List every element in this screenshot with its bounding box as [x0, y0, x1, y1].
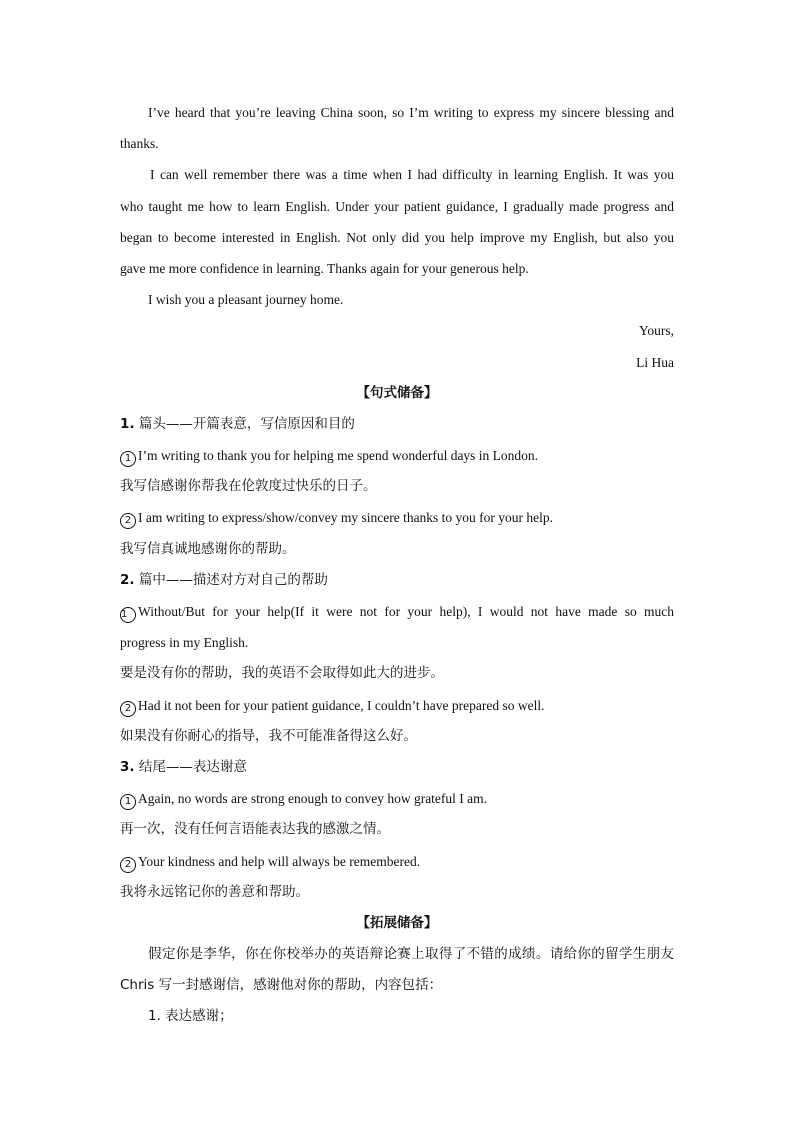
section-1-heading — [120, 409, 674, 440]
extension-prompt-line-1: 假定你是李华，你在你校举办的英语辩论赛上取得了不错的成绩。请给你的留学生朋友 — [148, 946, 674, 963]
extension-title: 【拓展储备】 — [356, 914, 438, 931]
letter-paragraph-1-line-1: I’ve heard that you’re leaving China soon, so I’m writing to express my sincere blessing and — [148, 105, 674, 120]
section-1-item-1-en — [120, 440, 674, 471]
circled-number-marker: 2 — [120, 513, 136, 529]
circled-number-marker: 2 — [120, 857, 136, 873]
circled-number-marker: 1 — [120, 794, 136, 810]
item-english-text: Had it not been for your patient guidance, I couldn’t have prepared so well. — [138, 697, 545, 713]
letter-paragraph-2-line-2: who taught me how to learn English. Under your patient guidance, I gradually made progress and — [120, 198, 674, 214]
circled-number-marker: 1 — [120, 607, 136, 623]
item-english-text: Without/But for your help(If it were not for your help), I would not have made so much — [138, 604, 674, 619]
sentence-bank-title: 【句式储备】 — [356, 384, 438, 401]
section-3-item-2-en — [120, 846, 674, 877]
section-1-item-2-en — [120, 502, 674, 533]
item-english-text: I’m writing to thank you for helping me spend wonderful days in London. — [138, 448, 539, 464]
letter-signature: Li Hua — [636, 354, 674, 370]
section-2-item-1-en-line-2: progress in my English. — [120, 635, 249, 651]
section-2-heading-text: 篇中——描述对方对自己的帮助 — [138, 571, 328, 588]
section-2-heading — [120, 565, 674, 596]
letter-paragraph-1-line-2: thanks. — [120, 136, 159, 152]
section-3-item-1-cn: 再一次，没有任何言语能表达我的感激之情。 — [120, 821, 390, 838]
extension-prompt-line-2: Chris 写一封感谢信，感谢他对你的帮助，内容包括： — [120, 977, 443, 994]
section-1-item-1-cn: 我写信感谢你帮我在伦敦度过快乐的日子。 — [120, 478, 377, 495]
section-2-item-1-cn: 要是没有你的帮助，我的英语不会取得如此大的进步。 — [120, 665, 444, 682]
section-2-number: 2. — [120, 571, 135, 588]
section-3-number: 3. — [120, 758, 135, 775]
section-1-heading-text: 篇头——开篇表意，写信原因和目的 — [138, 415, 355, 432]
section-3-heading — [120, 752, 674, 783]
letter-body — [120, 97, 674, 378]
section-2-item-2-cn: 如果没有你耐心的指导，我不可能准备得这么好。 — [120, 727, 417, 744]
section-1-number: 1. — [120, 415, 135, 432]
circled-number-marker: 2 — [120, 701, 136, 717]
circled-number-marker: 1 — [120, 451, 136, 467]
section-2-item-1-en-line-1 — [120, 596, 674, 627]
item-english-text: Your kindness and help will always be remembered. — [138, 853, 421, 869]
letter-paragraph-2-line-4: gave me more confidence in learning. Thanks again for your generous help. — [120, 260, 529, 276]
item-english-text: I am writing to express/show/convey my sincere thanks to you for your help. — [138, 510, 554, 526]
item-english-text: Again, no words are strong enough to convey how grateful I am. — [138, 791, 488, 807]
letter-paragraph-2-line-1: I can well remember there was a time when I had difficulty in learning English. It was you — [150, 167, 674, 183]
letter-paragraph-2-line-3: began to become interested in English. Not only did you help improve my English, but also you — [120, 229, 674, 245]
section-3-item-2-cn: 我将永远铭记你的善意和帮助。 — [120, 883, 309, 900]
extension-list-item-1: 1. 表达感谢； — [148, 1008, 233, 1025]
section-1-item-2-cn: 我写信真诚地感谢你的帮助。 — [120, 540, 296, 557]
letter-closing: Yours, — [638, 323, 674, 339]
document-page — [120, 97, 674, 1033]
section-3-heading-text: 结尾——表达谢意 — [138, 758, 247, 775]
letter-paragraph-3: I wish you a pleasant journey home. — [148, 292, 344, 308]
section-2-item-2-en — [120, 690, 674, 721]
section-3-item-1-en — [120, 783, 674, 814]
